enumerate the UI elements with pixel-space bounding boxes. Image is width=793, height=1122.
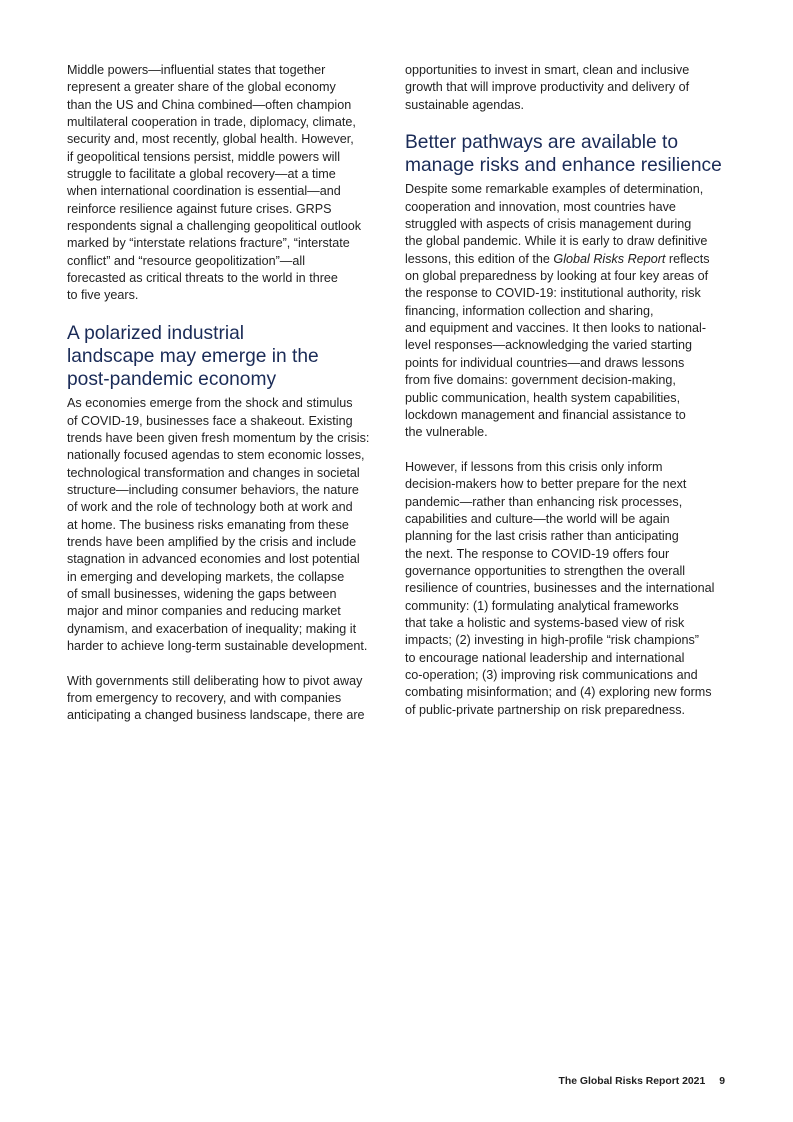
text-line: As economies emerge from the shock and stimulus: [67, 396, 353, 411]
text-line: the global pandemic. While it is early to draw definitive: [405, 234, 708, 249]
text-line: that take a holistic and systems-based view of risk: [405, 615, 685, 630]
text-line: forecasted as critical threats to the world in three: [67, 271, 338, 286]
text-line: [405, 251, 727, 268]
text-line: structure—including consumer behaviors, the nature: [67, 482, 359, 497]
text-line: community: (1) formulating analytical frameworks: [405, 598, 679, 613]
text-line: resilience of countries, businesses and the international: [405, 581, 715, 596]
left-paragraph-middle-powers: [67, 62, 389, 305]
text-line: anticipating a changed business landscape, there are: [67, 708, 365, 723]
text-line: represent a greater share of the global economy: [67, 80, 336, 95]
text-line: sustainable agendas.: [405, 97, 525, 112]
text-line: level responses—acknowledging the varied starting: [405, 338, 693, 353]
text-line: cooperation and innovation, most countries have: [405, 199, 676, 214]
text-line: reinforce resilience against future crises. GRPS: [67, 201, 332, 216]
page-footer: [559, 1076, 725, 1087]
text-line: from five domains: government decision-making,: [405, 373, 676, 388]
right-paragraph-opportunities: [405, 62, 727, 114]
text-line: to encourage national leadership and international: [405, 650, 685, 665]
text-line: struggle to facilitate a global recovery—at a time: [67, 167, 336, 182]
text-line: dynamism, and exacerbation of inequality; making it: [67, 621, 357, 636]
text-line: from emergency to recovery, and with companies: [67, 691, 342, 705]
text-line: if geopolitical tensions persist, middle powers will: [67, 149, 340, 164]
text-line: security and, most recently, global health. However,: [67, 132, 354, 147]
footer-report-title: The Global Risks Report 2021: [558, 1076, 706, 1087]
text-line: public communication, health system capabilities,: [405, 390, 681, 405]
text-line: pandemic—rather than enhancing risk processes,: [405, 494, 683, 509]
text-line: marked by “interstate relations fracture”, “interstate: [67, 236, 350, 251]
text-line: financing, information collection and sharing,: [405, 303, 654, 318]
text-line: of COVID-19, businesses face a shakeout. Existing: [67, 413, 353, 428]
text-line: governance opportunities to strengthen the overall: [405, 563, 686, 578]
text-line: the response to COVID-19: institutional authority, risk: [405, 286, 701, 301]
right-paragraph-lessons: [405, 459, 727, 719]
text-line: to five years.: [67, 288, 139, 303]
text-line: of work and the role of technology both at work and: [67, 500, 353, 515]
right-paragraph-crisis-management: [405, 181, 727, 441]
page-number: 9: [719, 1076, 725, 1087]
text-line: Despite some remarkable examples of determination,: [405, 182, 704, 197]
heading-line: A polarized industrial: [67, 323, 245, 345]
heading-line: post-pandemic economy: [67, 369, 277, 391]
left-paragraph-governments-pivot: [67, 673, 389, 725]
section-heading-better-pathways: [405, 131, 727, 177]
heading-line: Better pathways are available to: [405, 132, 679, 154]
heading-line: landscape may emerge in the: [67, 346, 319, 368]
section-heading-polarized-industrial-landscape: [67, 322, 389, 391]
text-line: respondents signal a challenging geopolitical outlook: [67, 219, 362, 234]
text-line: points for individual countries—and draws lessons: [405, 355, 685, 370]
text-line: of small businesses, widening the gaps between: [67, 586, 337, 601]
right-column: [405, 62, 727, 736]
text-line: than the US and China combined—often champion: [67, 97, 352, 112]
text-line: nationally focused agendas to stem economic losses,: [67, 448, 365, 463]
text-line: when international coordination is essential—and: [67, 184, 341, 199]
text-line: major and minor companies and reducing market: [67, 604, 341, 619]
left-paragraph-economies-emerge: [67, 395, 389, 655]
text-line: lockdown management and financial assistance to: [405, 407, 686, 422]
text-line: trends have been amplified by the crisis and include: [67, 534, 357, 549]
text-line: at home. The business risks emanating from these: [67, 517, 349, 532]
text-line: the vulnerable.: [405, 425, 488, 440]
text-line: trends have been given fresh momentum by the crisis:: [67, 430, 370, 445]
text-line: capabilities and culture—the world will be again: [405, 511, 670, 526]
text-line: in emerging and developing markets, the collapse: [67, 569, 345, 584]
left-column: [67, 62, 389, 742]
text-line: harder to achieve long-term sustainable development.: [67, 638, 368, 653]
text-line: on global preparedness by looking at four key areas of: [405, 269, 709, 284]
text-line: of public-private partnership on risk preparedness.: [405, 702, 686, 717]
text-line: With governments still deliberating how to pivot away: [67, 673, 363, 688]
heading-line: manage risks and enhance resilience: [405, 155, 722, 177]
text-line: growth that will improve productivity and delivery of: [405, 80, 690, 95]
text-line: co-operation; (3) improving risk communications and: [405, 668, 698, 682]
text-line: Middle powers—influential states that together: [67, 63, 326, 77]
text-line: the next. The response to COVID-19 offers four: [405, 546, 670, 561]
text-line: combating misinformation; and (4) exploring new forms: [405, 685, 712, 700]
text-line: conflict” and “resource geopolitization”—all: [67, 253, 305, 268]
text-line: and equipment and vaccines. It then looks to national-: [405, 321, 707, 336]
report-title-italic: Global Risks Report: [553, 251, 666, 266]
text-line: However, if lessons from this crisis only inform: [405, 459, 663, 474]
text-segment: lessons, this edition of the: [405, 251, 554, 266]
text-line: struggled with aspects of crisis management during: [405, 217, 692, 232]
text-segment: reflects: [665, 251, 710, 266]
text-line: impacts; (2) investing in high-profile “risk champions”: [405, 633, 699, 648]
text-line: multilateral cooperation in trade, diplomacy, climate,: [67, 115, 356, 130]
text-line: decision-makers how to better prepare for the next: [405, 477, 687, 492]
text-line: technological transformation and changes in societal: [67, 465, 360, 480]
text-line: opportunities to invest in smart, clean and inclusive: [405, 63, 690, 77]
text-line: stagnation in advanced economies and lost potential: [67, 552, 360, 567]
text-line: planning for the last crisis rather than anticipating: [405, 529, 679, 544]
